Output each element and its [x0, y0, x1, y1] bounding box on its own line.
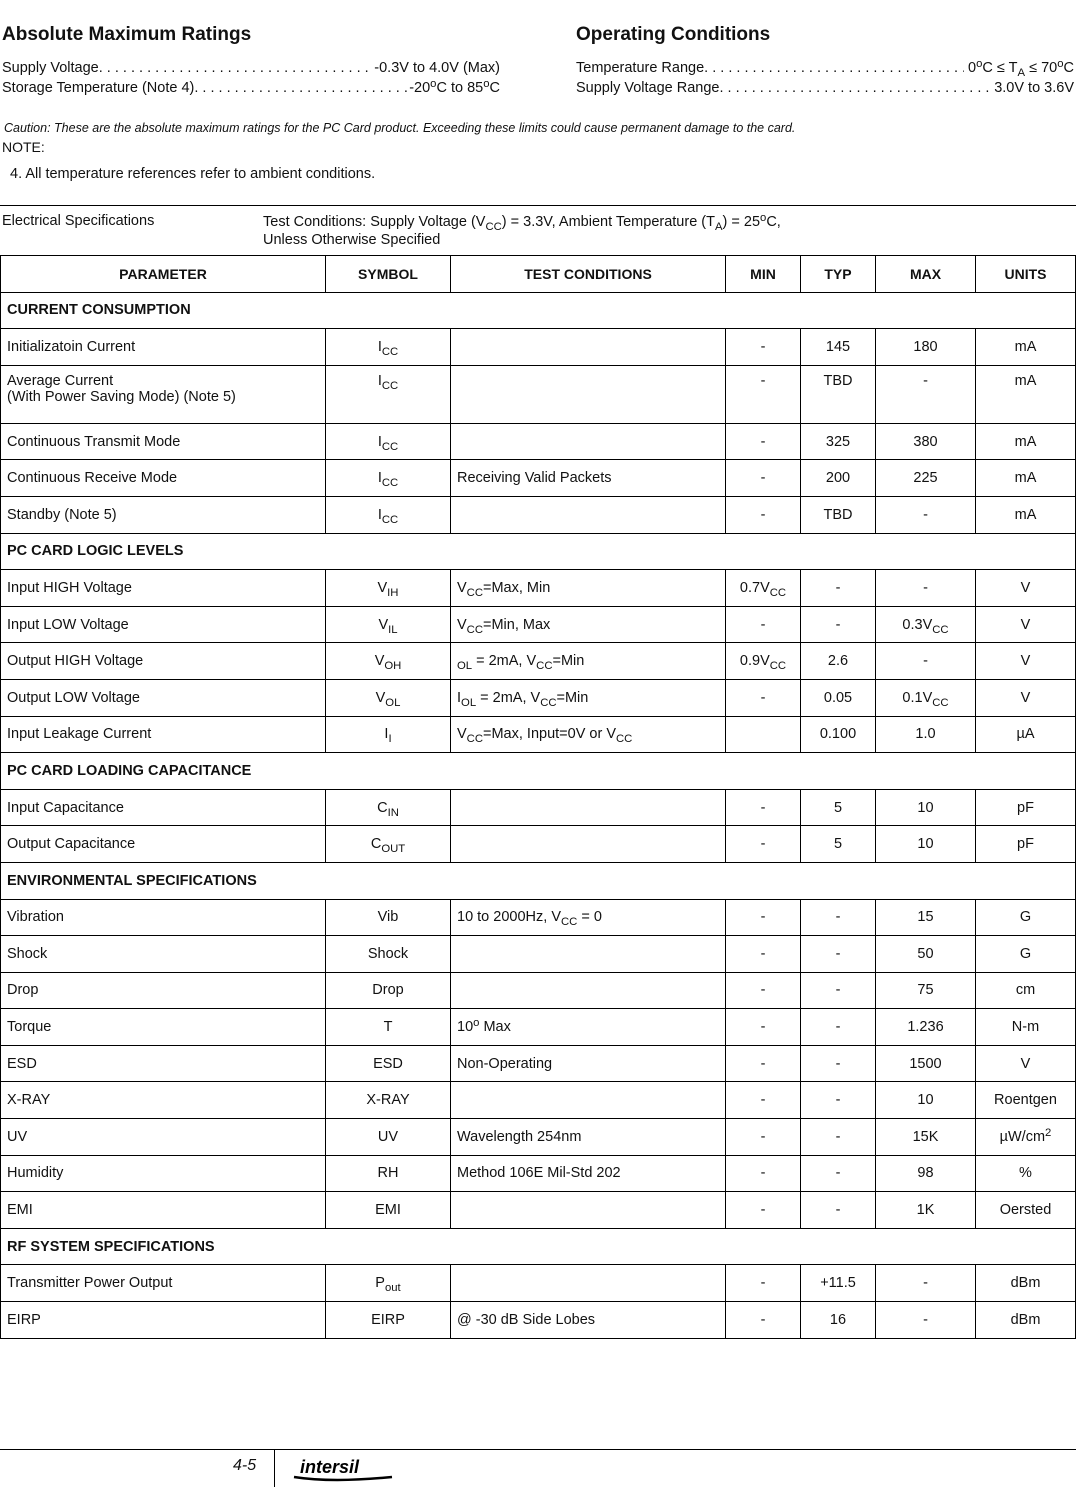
table-row: EMI EMI - - 1K Oersted — [1, 1192, 1076, 1229]
table-row: Continuous Receive Mode $I_{CC}$ Receiving Valid Packets - 200 225 mA — [1, 460, 1076, 497]
page-number: 4-5 — [233, 1457, 257, 1474]
table-row: Vibration Vib 10 to 2000Hz, $V_{CC} = 0$ - - 15 G — [1, 899, 1076, 936]
elec-spec-label: Electrical Specifications — [2, 213, 155, 229]
col-symbol: SYMBOL — [326, 256, 451, 293]
table-row: Input Leakage Current $I_I$ $V_{CC}=Max$, Input=0V or $V_{CC}$ 0.100 1.0 µA — [1, 716, 1076, 753]
col-min: MIN — [726, 256, 801, 293]
table-row: Transmitter Power Output $P_{out}$ - +11.5 - dBm — [1, 1265, 1076, 1302]
col-max: MAX — [876, 256, 976, 293]
footer-rule — [0, 1449, 1076, 1450]
section-logic-levels: PC CARD LOGIC LEVELS — [1, 533, 1076, 570]
col-units: UNITS — [976, 256, 1076, 293]
col-typ: TYP — [801, 256, 876, 293]
section-rf-system: RF SYSTEM SPECIFICATIONS — [1, 1228, 1076, 1265]
rating-storage-temp: Storage Temperature (Note 4) . . . -20$^o$C to 85$^o$C — [2, 78, 500, 98]
table-row: Input LOW Voltage $V_{IL}$ $V_{CC}=Min$, Max - - $0.3V_{CC}$ V — [1, 606, 1076, 643]
elec-test-conditions: Test Conditions: Supply Voltage $(V_{CC}) = 3.3V$, Ambient Temperature $(T_A) = 25^oC$, Unless Otherwise Specified — [263, 211, 781, 248]
table-row: ESD ESD Non-Operating - - 1500 V — [1, 1045, 1076, 1082]
abs-max-list — [2, 58, 500, 98]
table-row: Shock Shock - - 50 G — [1, 936, 1076, 973]
table-row: Output LOW Voltage $V_{OL}$ $I_{OL} = 2mA$, $V_{CC}=Min$ - 0.05 $0.1V_{CC}$ V — [1, 679, 1076, 716]
footer-divider — [274, 1449, 275, 1487]
table-row: Output HIGH Voltage $V_{OH}$ $_{OL}$ = 2mA, $V_{CC}=Min$ $0.9V_{CC}$ 2.6 - V — [1, 643, 1076, 680]
divider — [0, 205, 1076, 206]
svg-text:intersil: intersil — [300, 1457, 360, 1477]
table-row: Standby (Note 5) $I_{CC}$ - TBD - mA — [1, 496, 1076, 533]
rating-supply-voltage: Supply Voltage . . . -0.3V to 4.0V (Max) — [2, 58, 500, 78]
col-parameter: PARAMETER — [1, 256, 326, 293]
table-row: Average Current (With Power Saving Mode) (Note 5) $I_{CC}$ - TBD - mA — [1, 365, 1076, 423]
intersil-logo — [292, 1456, 396, 1484]
table-header-row — [1, 256, 1076, 293]
op-cond-list — [576, 58, 1074, 98]
table-row: EIRP EIRP @ -30 dB Side Lobes - 16 - dBm — [1, 1302, 1076, 1339]
table-row: Output Capacitance $C_{OUT}$ - 5 10 pF — [1, 826, 1076, 863]
table-row: UV UV Wavelength 254nm - - 15K $\mu W/cm^2$ — [1, 1119, 1076, 1156]
cond-temp-range: Temperature Range . . . $0^oC \le T_A \le 70^oC$ — [576, 58, 1074, 78]
section-environmental: ENVIRONMENTAL SPECIFICATIONS — [1, 862, 1076, 899]
cond-supply-range: Supply Voltage Range . . . 3.0V to 3.6V — [576, 78, 1074, 98]
table-row: Torque T 10$^o$ Max - - 1.236 N-m — [1, 1009, 1076, 1046]
spec-table — [0, 255, 1076, 1339]
table-row: Drop Drop - - 75 cm — [1, 972, 1076, 1009]
table-row: Continuous Transmit Mode $I_{CC}$ - 325 380 mA — [1, 423, 1076, 460]
note-heading: NOTE: — [2, 139, 45, 155]
abs-max-title: Absolute Maximum Ratings — [2, 24, 252, 45]
op-cond-title: Operating Conditions — [576, 24, 771, 45]
table-row: X-RAY X-RAY - - 10 Roentgen — [1, 1082, 1076, 1119]
col-test-conditions: TEST CONDITIONS — [451, 256, 726, 293]
table-row: Humidity RH Method 106E Mil-Std 202 - - 98 % — [1, 1155, 1076, 1192]
table-row: Input Capacitance $C_{IN}$ - 5 10 pF — [1, 789, 1076, 826]
table-row: Initializatoin Current $I_{CC}$ - 145 180 mA — [1, 329, 1076, 366]
table-row: Input HIGH Voltage $V_{IH}$ $V_{CC}=Max$, Min $0.7V_{CC}$ - - V — [1, 570, 1076, 607]
note-4: 4. All temperature references refer to ambient conditions. — [10, 166, 376, 182]
section-current-consumption: CURRENT CONSUMPTION — [1, 292, 1076, 329]
section-loading-capacitance: PC CARD LOADING CAPACITANCE — [1, 753, 1076, 790]
caution-text: Caution: These are the absolute maximum ratings for the PC Card product. Exceeding these limits could cause permanent damage to the card. — [4, 121, 796, 135]
